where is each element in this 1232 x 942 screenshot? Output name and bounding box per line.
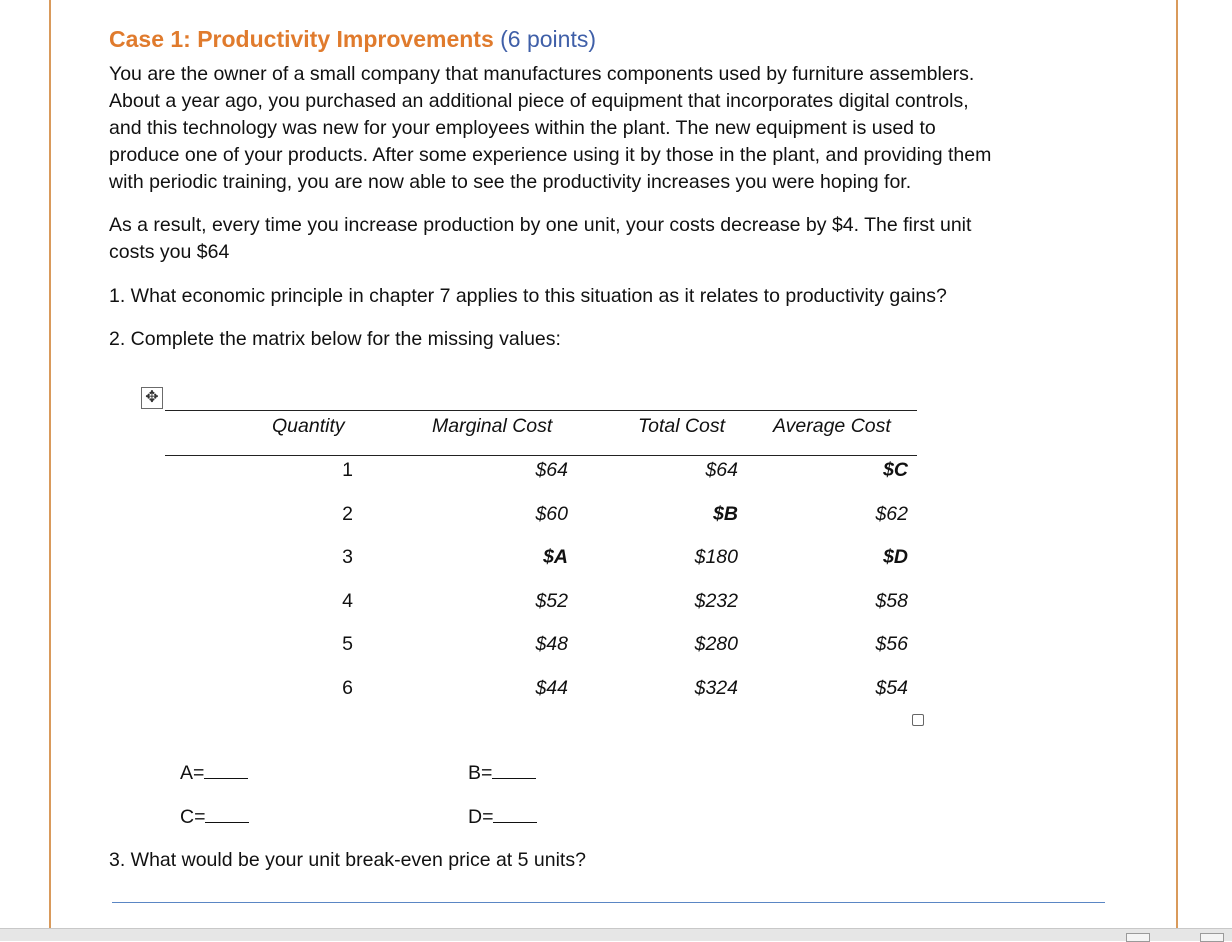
- quantity-cell: 3: [342, 546, 353, 568]
- case-title: Case 1: Productivity Improvements: [109, 26, 494, 52]
- total-cost-cell: $232: [694, 589, 738, 612]
- average-cost-cell: $D: [883, 546, 908, 568]
- quantity-cell: 5: [342, 633, 353, 655]
- marginal-cost-cell: $48: [535, 633, 568, 655]
- marginal-cost-cell: $64: [535, 459, 568, 481]
- blank-c: [180, 806, 249, 829]
- separator-rule: [112, 902, 1105, 903]
- quantity-cell: 4: [342, 589, 353, 612]
- question-1: 1. What economic principle in chapter 7 applies to this situation as it relates to productivity gains?: [109, 285, 947, 307]
- blank-c-line[interactable]: [205, 806, 249, 823]
- move-cross-icon: ✥: [145, 389, 159, 406]
- right-gutter: [1178, 0, 1232, 930]
- result-line: costs you $64: [109, 241, 230, 263]
- average-cost-cell: $56: [875, 633, 908, 655]
- header-quantity: Quantity: [272, 415, 345, 437]
- blank-a: [180, 762, 248, 785]
- blank-b-line[interactable]: [492, 762, 536, 779]
- result-paragraph: [109, 212, 971, 266]
- total-cost-cell: $280: [694, 633, 738, 655]
- table-move-handle[interactable]: [141, 387, 163, 409]
- total-cost-cell: $64: [705, 459, 738, 481]
- blank-b: [468, 762, 536, 785]
- checkbox-icon[interactable]: [912, 714, 924, 726]
- question-3: 3. What would be your unit break-even price at 5 units?: [109, 849, 586, 871]
- total-cost-cell: $324: [694, 676, 738, 699]
- intro-line: You are the owner of a small company that manufactures components used by furniture assemblers.: [109, 63, 975, 85]
- marginal-cost-cell: $52: [535, 589, 568, 612]
- table-top-rule: [165, 410, 917, 411]
- marginal-cost-cell: $60: [535, 502, 568, 525]
- blank-d-line[interactable]: [493, 806, 537, 823]
- result-line: As a result, every time you increase production by one unit, your costs decrease by $4. The first unit: [109, 214, 972, 236]
- average-cost-cell: $58: [875, 589, 908, 612]
- scroll-control[interactable]: [1126, 933, 1150, 942]
- header-average-cost: Average Cost: [773, 415, 891, 437]
- header-marginal-cost: Marginal Cost: [432, 415, 553, 437]
- scroll-control[interactable]: [1200, 933, 1224, 942]
- case-heading: [109, 26, 596, 53]
- average-cost-cell: $54: [875, 676, 908, 699]
- header-total-cost: Total Cost: [638, 415, 726, 437]
- table-header-rule: [165, 455, 917, 456]
- intro-line: About a year ago, you purchased an additional piece of equipment that incorporates digital controls,: [109, 90, 969, 112]
- quantity-cell: 2: [342, 502, 353, 525]
- blank-d-label: D=: [468, 806, 494, 828]
- intro-line: produce one of your products. After some experience using it by those in the plant, and providing them: [109, 144, 992, 166]
- blank-b-label: B=: [468, 762, 493, 784]
- average-cost-cell: $C: [883, 459, 908, 481]
- page-margin-left: [49, 0, 51, 930]
- horizontal-scrollbar[interactable]: [0, 928, 1232, 941]
- total-cost-cell: $180: [694, 546, 738, 568]
- marginal-cost-cell: $A: [543, 546, 568, 568]
- blank-a-line[interactable]: [204, 762, 248, 779]
- total-cost-cell: $B: [713, 502, 738, 525]
- intro-paragraph: [109, 61, 991, 196]
- intro-line: with periodic training, you are now able to see the productivity increases you were hoping for.: [109, 171, 912, 193]
- average-cost-cell: $62: [875, 502, 908, 525]
- intro-line: and this technology was new for your employees within the plant. The new equipment is used to: [109, 117, 936, 139]
- case-points: (6 points): [500, 26, 596, 52]
- blank-c-label: C=: [180, 806, 206, 828]
- quantity-cell: 1: [342, 459, 353, 481]
- blank-d: [468, 806, 537, 829]
- marginal-cost-cell: $44: [535, 676, 568, 699]
- blank-a-label: A=: [180, 762, 205, 784]
- quantity-cell: 6: [342, 676, 353, 699]
- question-2: 2. Complete the matrix below for the missing values:: [109, 328, 561, 350]
